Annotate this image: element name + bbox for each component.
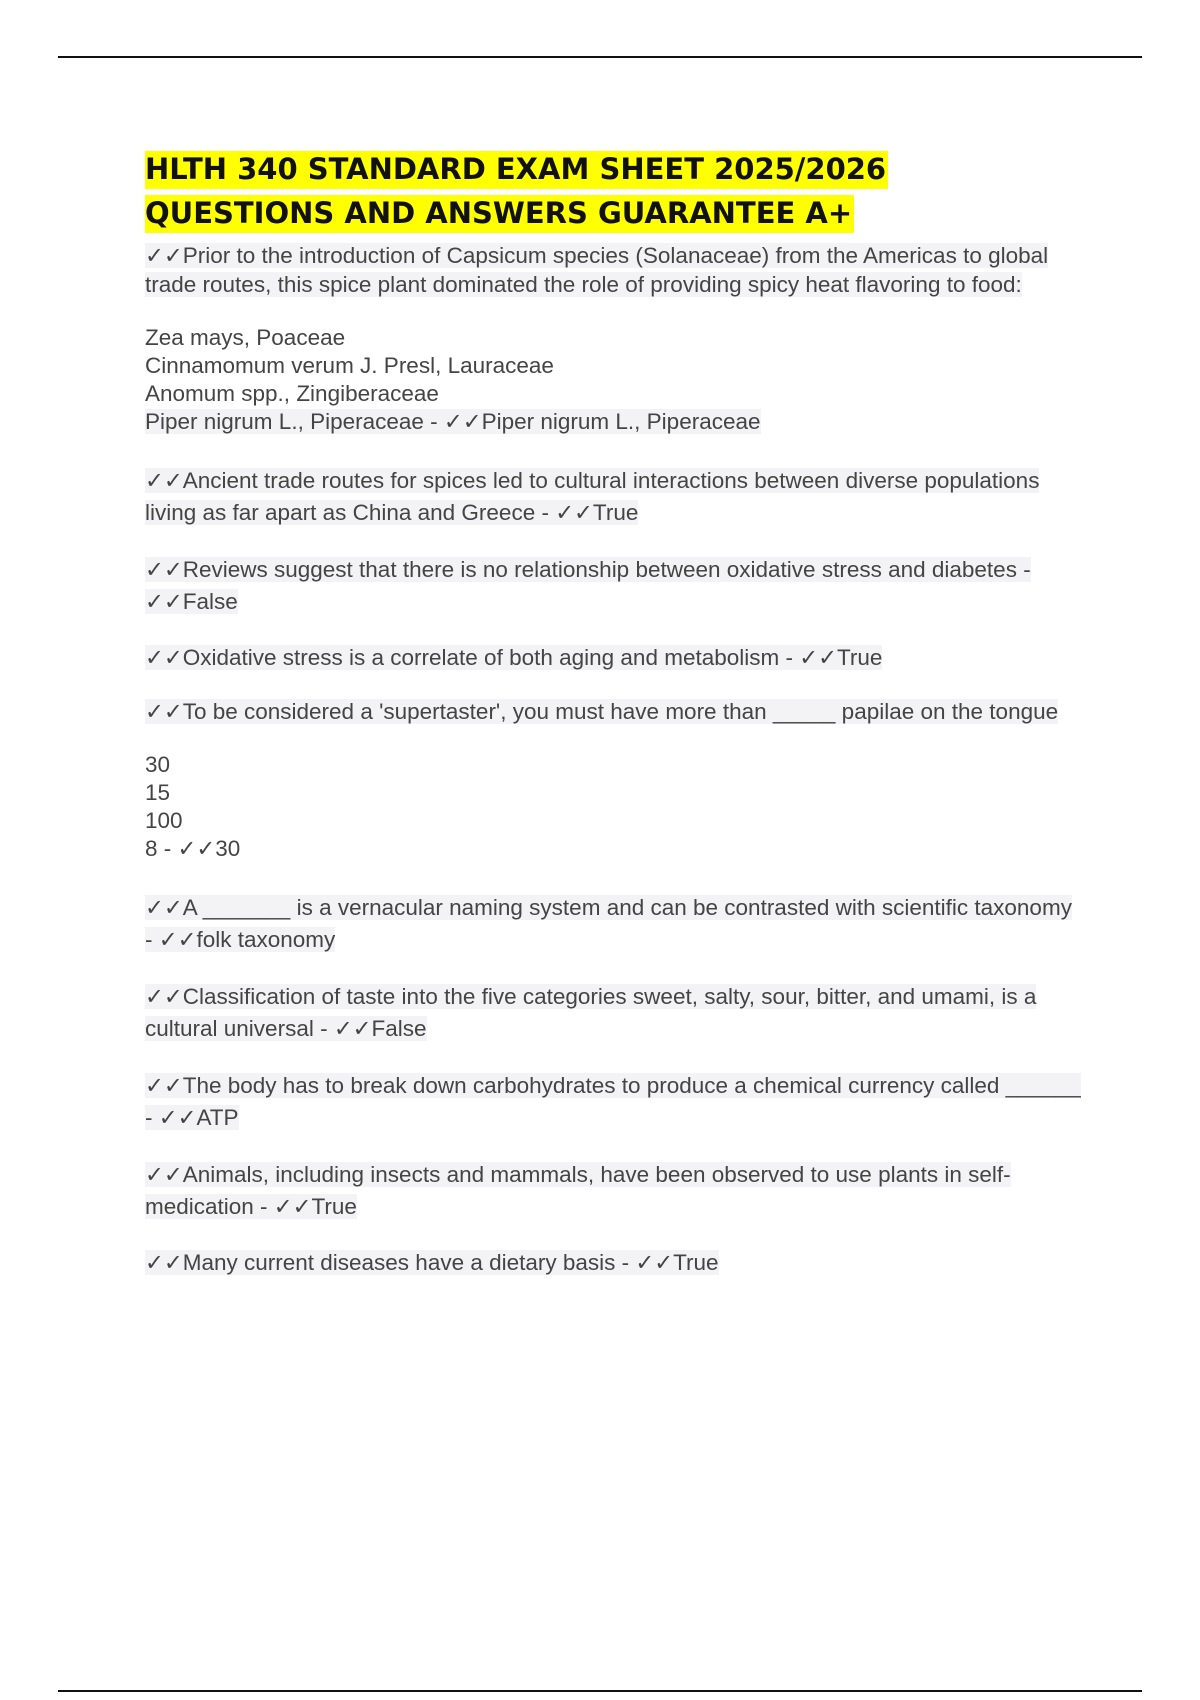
option-item-answer (145, 408, 1085, 436)
document-body (145, 147, 1085, 1277)
option-item-answer: 8 - ✓✓30 (145, 836, 241, 861)
question-5-text: ✓✓To be considered a 'supertaster', you must have more than _____ papilae on the tongue (145, 699, 1059, 724)
question-7 (145, 981, 1085, 1045)
question-1-options (145, 324, 1085, 436)
option-item: Cinnamomum verum J. Presl, Lauraceae (145, 353, 554, 378)
question-2 (145, 465, 1085, 529)
option-item: 15 (145, 780, 171, 805)
document-title (145, 147, 1085, 235)
question-5 (145, 697, 1085, 726)
question-4 (145, 643, 1085, 672)
option-answer-text: Piper nigrum L., Piperaceae - ✓✓Piper nigrum L., Piperaceae (145, 409, 761, 434)
question-1-text: ✓✓Prior to the introduction of Capsicum species (Solanaceae) from the Americas to global trade routes, this spice plant dominated the role of providing spicy heat flavoring to food: (145, 243, 1049, 297)
question-5-options (145, 751, 1085, 863)
question-6-text: ✓✓A _______ is a vernacular naming system and can be contrasted with scientific taxonomy - ✓✓folk taxonomy (145, 895, 1072, 952)
option-item: Anomum spp., Zingiberaceae (145, 381, 439, 406)
question-7-text: ✓✓Classification of taste into the five categories sweet, salty, sour, bitter, and umami, is a cultural universal - ✓✓False (145, 984, 1037, 1041)
question-3-text: ✓✓Reviews suggest that there is no relationship between oxidative stress and diabetes - ✓✓False (145, 557, 1031, 614)
option-item: 30 (145, 752, 171, 777)
question-8 (145, 1070, 1085, 1134)
question-9-text: ✓✓Animals, including insects and mammals, have been observed to use plants in self-medication - ✓✓True (145, 1162, 1011, 1219)
header-rule (58, 56, 1142, 58)
question-9 (145, 1159, 1085, 1223)
question-10 (145, 1248, 1085, 1277)
question-6 (145, 892, 1085, 956)
option-item: Zea mays, Poaceae (145, 325, 346, 350)
title-text: HLTH 340 STANDARD EXAM SHEET 2025/2026 QUESTIONS AND ANSWERS GUARANTEE A+ (145, 151, 888, 233)
footer-rule (58, 1690, 1142, 1692)
question-4-text: ✓✓Oxidative stress is a correlate of both aging and metabolism - ✓✓True (145, 645, 883, 670)
option-item: 100 (145, 808, 183, 833)
question-2-text: ✓✓Ancient trade routes for spices led to cultural interactions between diverse populations living as far apart as China and Greece - ✓✓True (145, 468, 1040, 525)
question-10-text: ✓✓Many current diseases have a dietary basis - ✓✓True (145, 1250, 719, 1275)
question-1 (145, 241, 1085, 299)
question-3 (145, 554, 1085, 618)
question-8-text: ✓✓The body has to break down carbohydrates to produce a chemical currency called ______ - ✓✓ATP (145, 1073, 1081, 1130)
